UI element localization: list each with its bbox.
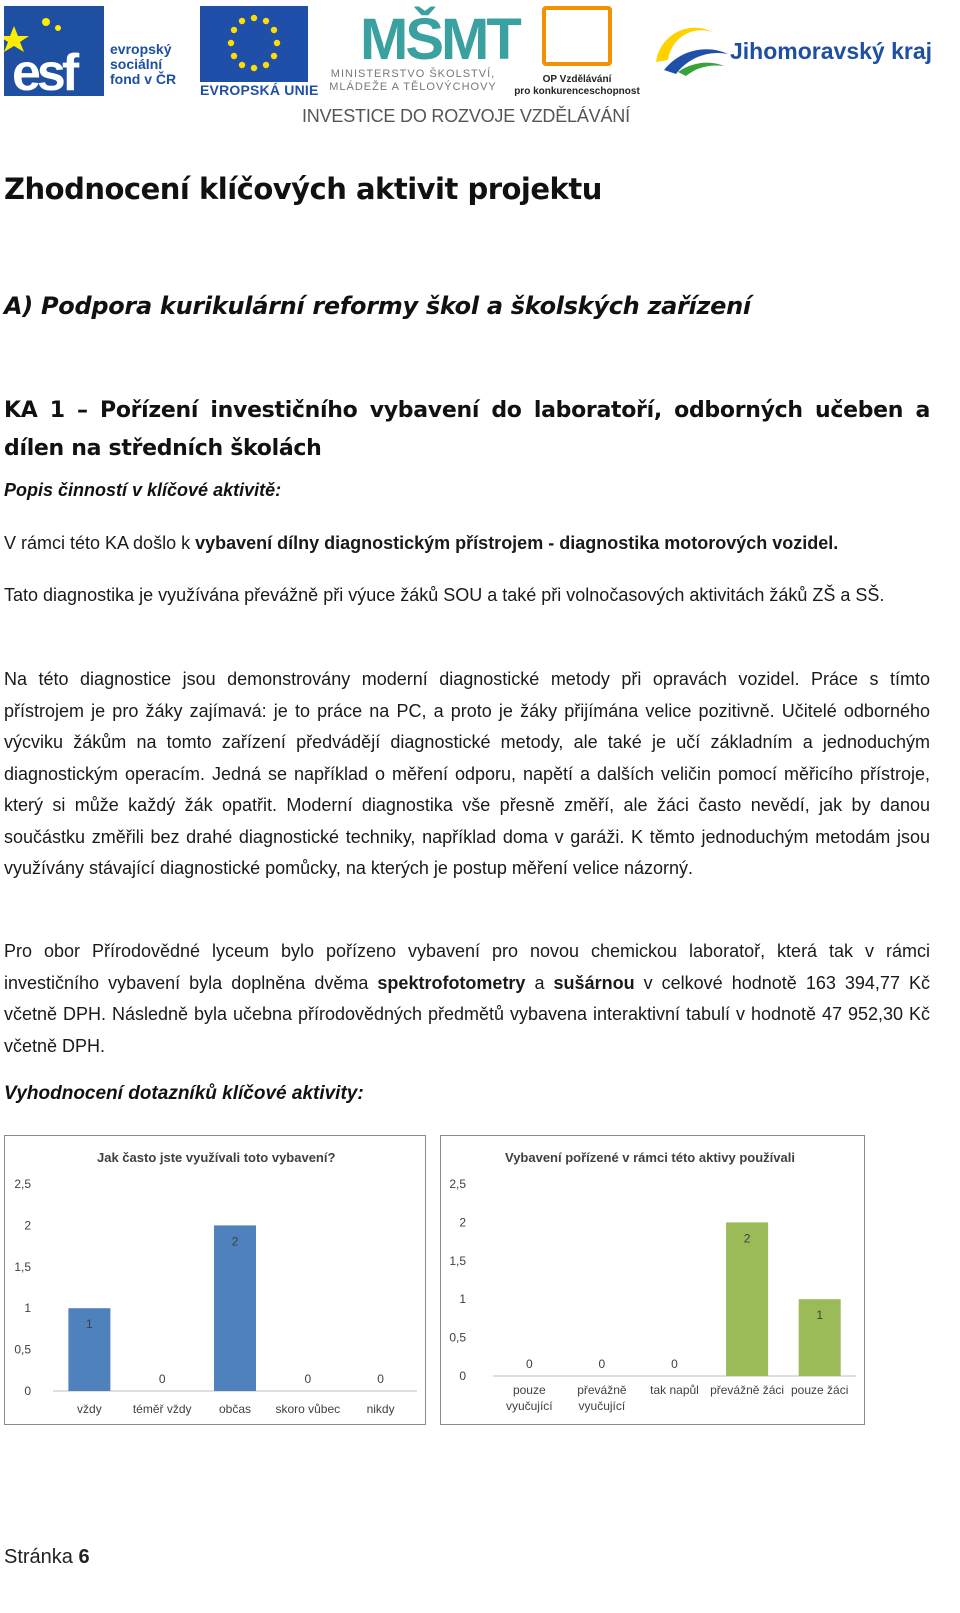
jmk-logo: [650, 14, 950, 84]
footer-page-number: 6: [78, 1546, 90, 1568]
op-line-1: OP Vzdělávání: [542, 74, 612, 85]
esf-logo-icon: [4, 6, 104, 96]
op-text: [512, 74, 642, 98]
paragraph-4: [4, 936, 930, 1062]
ka-heading: KA 1 – Pořízení investičního vybavení do laboratoří, odborných učeben a dílen na středních školách: [4, 398, 930, 461]
y-tick-label: 2,5: [14, 1177, 31, 1191]
category-label: [577, 1383, 627, 1413]
op-logo-icon: [542, 6, 612, 66]
page-title: Zhodnocení klíčových aktivit projektu: [4, 172, 602, 206]
header-logos: [0, 0, 960, 135]
investice-tagline: INVESTICE DO ROZVOJE VZDĚLÁVÁNÍ: [302, 106, 630, 126]
jmk-label: Jihomoravský kraj: [730, 38, 933, 64]
chart-usage-frequency: [4, 1135, 426, 1425]
data-label: 0: [598, 1357, 606, 1371]
category-label: tak napůl: [650, 1383, 699, 1397]
category-label: převážně žáci: [710, 1383, 785, 1397]
y-tick-label: 1: [459, 1292, 466, 1307]
category-label-line: převážně: [577, 1383, 627, 1397]
chart-users: [440, 1135, 865, 1425]
esf-line-2: sociální: [110, 56, 163, 72]
msmt-logo: [318, 6, 519, 98]
category-label: vždy: [77, 1402, 102, 1416]
esf-logo-text: [110, 42, 176, 87]
chart-users-title: Vybavení pořízené v rámci této aktivy používali: [505, 1150, 795, 1165]
op-logo: [514, 6, 640, 98]
svg-text:esf: esf: [12, 44, 76, 96]
footer-page-label: Stránka: [4, 1546, 73, 1568]
vyhodnoceni-label: Vyhodnocení dotazníků klíčové aktivity:: [4, 1083, 364, 1104]
msmt-line-1: MINISTERSTVO ŠKOLSTVÍ,: [330, 68, 496, 80]
chart-users-svg: [441, 1136, 864, 1424]
y-tick-label: 1,5: [449, 1253, 466, 1268]
category-label: téměř vždy: [132, 1402, 192, 1416]
y-tick-label: 1,5: [14, 1259, 31, 1274]
y-tick-label: 2,5: [449, 1177, 466, 1191]
category-label: občas: [218, 1402, 252, 1416]
paragraph-4-bold-spektrofotometry: spektrofotometry: [377, 972, 526, 993]
paragraph-1-text: V rámci této KA došlo k: [4, 533, 196, 553]
data-label: 2: [231, 1234, 239, 1249]
esf-line-3: fond v ČR: [110, 71, 177, 87]
paragraph-3: Na této diagnostice jsou demonstrovány moderní diagnostické metody při opravách vozidel. Práce s tímto přístrojem je pro žáky zajímavá: je to práce na PC, a proto je žáky přijímána velice pozitivně. Učitelé odborného výcviku žákům na tomto zařízení předvádějí diagnostické metody, ale také je učí základním a jednoduchým diagnostickým operacím. Jedná se například o měření odporu, napětí a dalších veličin pomocí měřicího přístroje, který si může každý žák opatřit. Moderní diagnostika vše přesně změří, ale žáci často nevědí, jak by danou součástku změřili bez drahé diagnostické techniky, například doma v garáži. K těmto jednoduchým metodám jsou využívány stávající diagnostické pomůcky, na kterých je postup měření velice názorný.: [4, 669, 930, 878]
y-tick-label: 0,5: [14, 1342, 31, 1357]
eu-label: EVROPSKÁ UNIE: [200, 82, 319, 98]
category-label: pouze žáci: [791, 1383, 849, 1397]
y-tick-label: 2: [24, 1218, 31, 1233]
msmt-mark: MŠMT: [360, 7, 519, 72]
category-label-line: vyučující: [578, 1399, 626, 1413]
paragraph-1: [4, 528, 930, 560]
data-label: 1: [86, 1317, 93, 1332]
paragraph-4-text-a: Pro obor Přírodovědné lyceum bylo pořízeno vybavení pro novou chemickou laboratoř, která tak v rámci investičního vybavení byla doplněna dvěma: [4, 941, 930, 993]
paragraph-4-text-c: a: [525, 972, 554, 993]
category-label: skoro vůbec: [275, 1402, 341, 1416]
data-label: 0: [304, 1372, 312, 1386]
msmt-line-2: MLÁDEŽE A TĚLOVÝCHOVY: [329, 81, 497, 93]
data-label: 0: [525, 1357, 533, 1371]
op-line-2: pro konkurenceschopnost: [514, 86, 640, 97]
msmt-text: [318, 68, 508, 94]
data-label: 1: [816, 1308, 824, 1323]
section-heading: A) Podpora kurikulární reformy škol a školských zařízení: [4, 292, 751, 320]
jmk-swoosh-icon: [650, 14, 730, 84]
y-tick-label: 2: [459, 1215, 466, 1230]
data-label: 0: [671, 1357, 678, 1371]
y-tick-label: 0: [24, 1384, 31, 1398]
y-tick-label: 1: [24, 1301, 31, 1316]
popis-label: Popis činností v klíčové aktivitě:: [4, 480, 282, 500]
esf-line-1: evropský: [110, 41, 172, 57]
y-tick-label: 0,5: [449, 1330, 466, 1345]
category-label: nikdy: [366, 1402, 395, 1416]
eu-flag-icon: [200, 6, 308, 82]
page-footer: [4, 1546, 90, 1569]
paragraph-1-bold: vybavení dílny diagnostickým přístrojem - diagnostika motorových vozidel.: [195, 533, 839, 553]
category-label-line: pouze: [512, 1383, 546, 1397]
y-tick-label: 0: [459, 1369, 466, 1383]
bar: [726, 1222, 768, 1376]
data-label: 0: [158, 1372, 166, 1386]
paragraph-4-bold-susarna: sušárnou: [553, 972, 635, 993]
category-label-line: vyučující: [505, 1399, 553, 1413]
paragraph-2: Tato diagnostika je využívána převážně při výuce žáků SOU a také při volnočasových aktivitách žáků ZŠ a SŠ.: [4, 585, 885, 605]
category-label: [506, 1383, 553, 1413]
paragraph-4-text-e: v celkové hodnotě 163 394,77 Kč včetně DPH. Následně byla učebna přírodovědných předmětů vybavena interaktivní tabulí v hodnotě 47 952,30 Kč včetně DPH.: [4, 972, 930, 1056]
data-label: 0: [377, 1372, 384, 1386]
chart-usage-frequency-title: Jak často jste využívali toto vybavení?: [97, 1150, 336, 1165]
chart-usage-frequency-svg: [5, 1136, 425, 1424]
data-label: 2: [743, 1231, 751, 1246]
bar: [214, 1225, 256, 1391]
